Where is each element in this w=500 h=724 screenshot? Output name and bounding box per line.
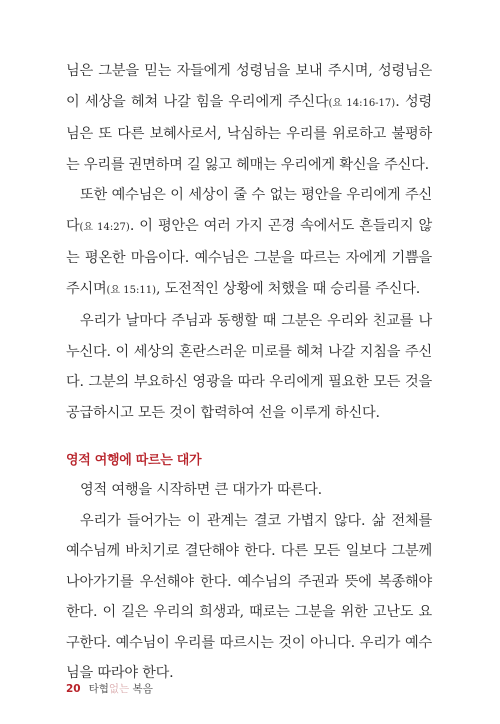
page-number: 20 xyxy=(66,683,81,695)
book-title xyxy=(89,683,153,695)
paragraph xyxy=(66,180,432,306)
scripture-reference: (요 15:11) xyxy=(106,284,156,296)
paragraph: 영적 여행을 시작하면 큰 대가가 따른다. xyxy=(80,482,322,498)
book-title-part: 복음 xyxy=(129,683,153,695)
scripture-reference: (요 14:27) xyxy=(79,221,130,233)
text-run: 또한 예수님은 이 세상이 줄 수 없는 평안을 우리에게 주신다 xyxy=(66,187,432,234)
body-text-section-1 xyxy=(66,56,432,428)
text-run: , 도전적인 상황에 처했을 때 승리를 주신다. xyxy=(155,280,421,297)
book-title-highlight: 없는 xyxy=(108,683,130,695)
text-run: . 이 평안은 여러 가지 곤경 속에서도 흔들리지 않는 평온한 마음이다. 예수님은 그분을 따르는 자에게 기쁨을 주시며 xyxy=(66,217,432,297)
paragraph xyxy=(66,56,432,180)
body-text-section-2 xyxy=(66,475,432,689)
book-title-part: 타협 xyxy=(88,683,109,695)
page-footer xyxy=(66,681,153,696)
scripture-reference: (요 14:16-17) xyxy=(328,97,396,109)
text-run: . 성령님은 또 다른 보혜사로서, 낙심하는 우리를 위로하고 불평하는 우리를 권면하며 길 잃고 헤매는 우리에게 확신을 주신다. xyxy=(66,93,432,173)
text-run: 님은 그분을 믿는 자들에게 성령님을 보내 주시며, 성령님은 이 세상을 헤쳐 나갈 힘을 우리에게 주신다 xyxy=(66,63,432,110)
paragraph: 우리가 날마다 주님과 동행할 때 그분은 우리와 친교를 나누신다. 이 세상의 혼란스러운 미로를 헤쳐 나갈 지침을 주신다. 그분의 부요하신 영광을 따라 우리에게 필요한 모든 것을 공급하시고 모든 것이 합력하여 선을 이루게 하신다. xyxy=(66,313,432,421)
paragraph: 우리가 들어가는 이 관계는 결코 가볍지 않다. 삶 전체를 예수님께 바치기로 결단해야 한다. 다른 모든 일보다 그분께 나아가기를 우선해야 한다. 예수님의 주권과 뜻에 복종해야 한다. 이 길은 우리의 희생과, 때로는 그분을 위한 고난도 요구한다. 예수님이 우리를 따르시는 것이 아니다. 우리가 예수님을 따라야 한다. xyxy=(66,512,432,681)
section-heading: 영적 여행에 따르는 대가 xyxy=(66,453,202,468)
